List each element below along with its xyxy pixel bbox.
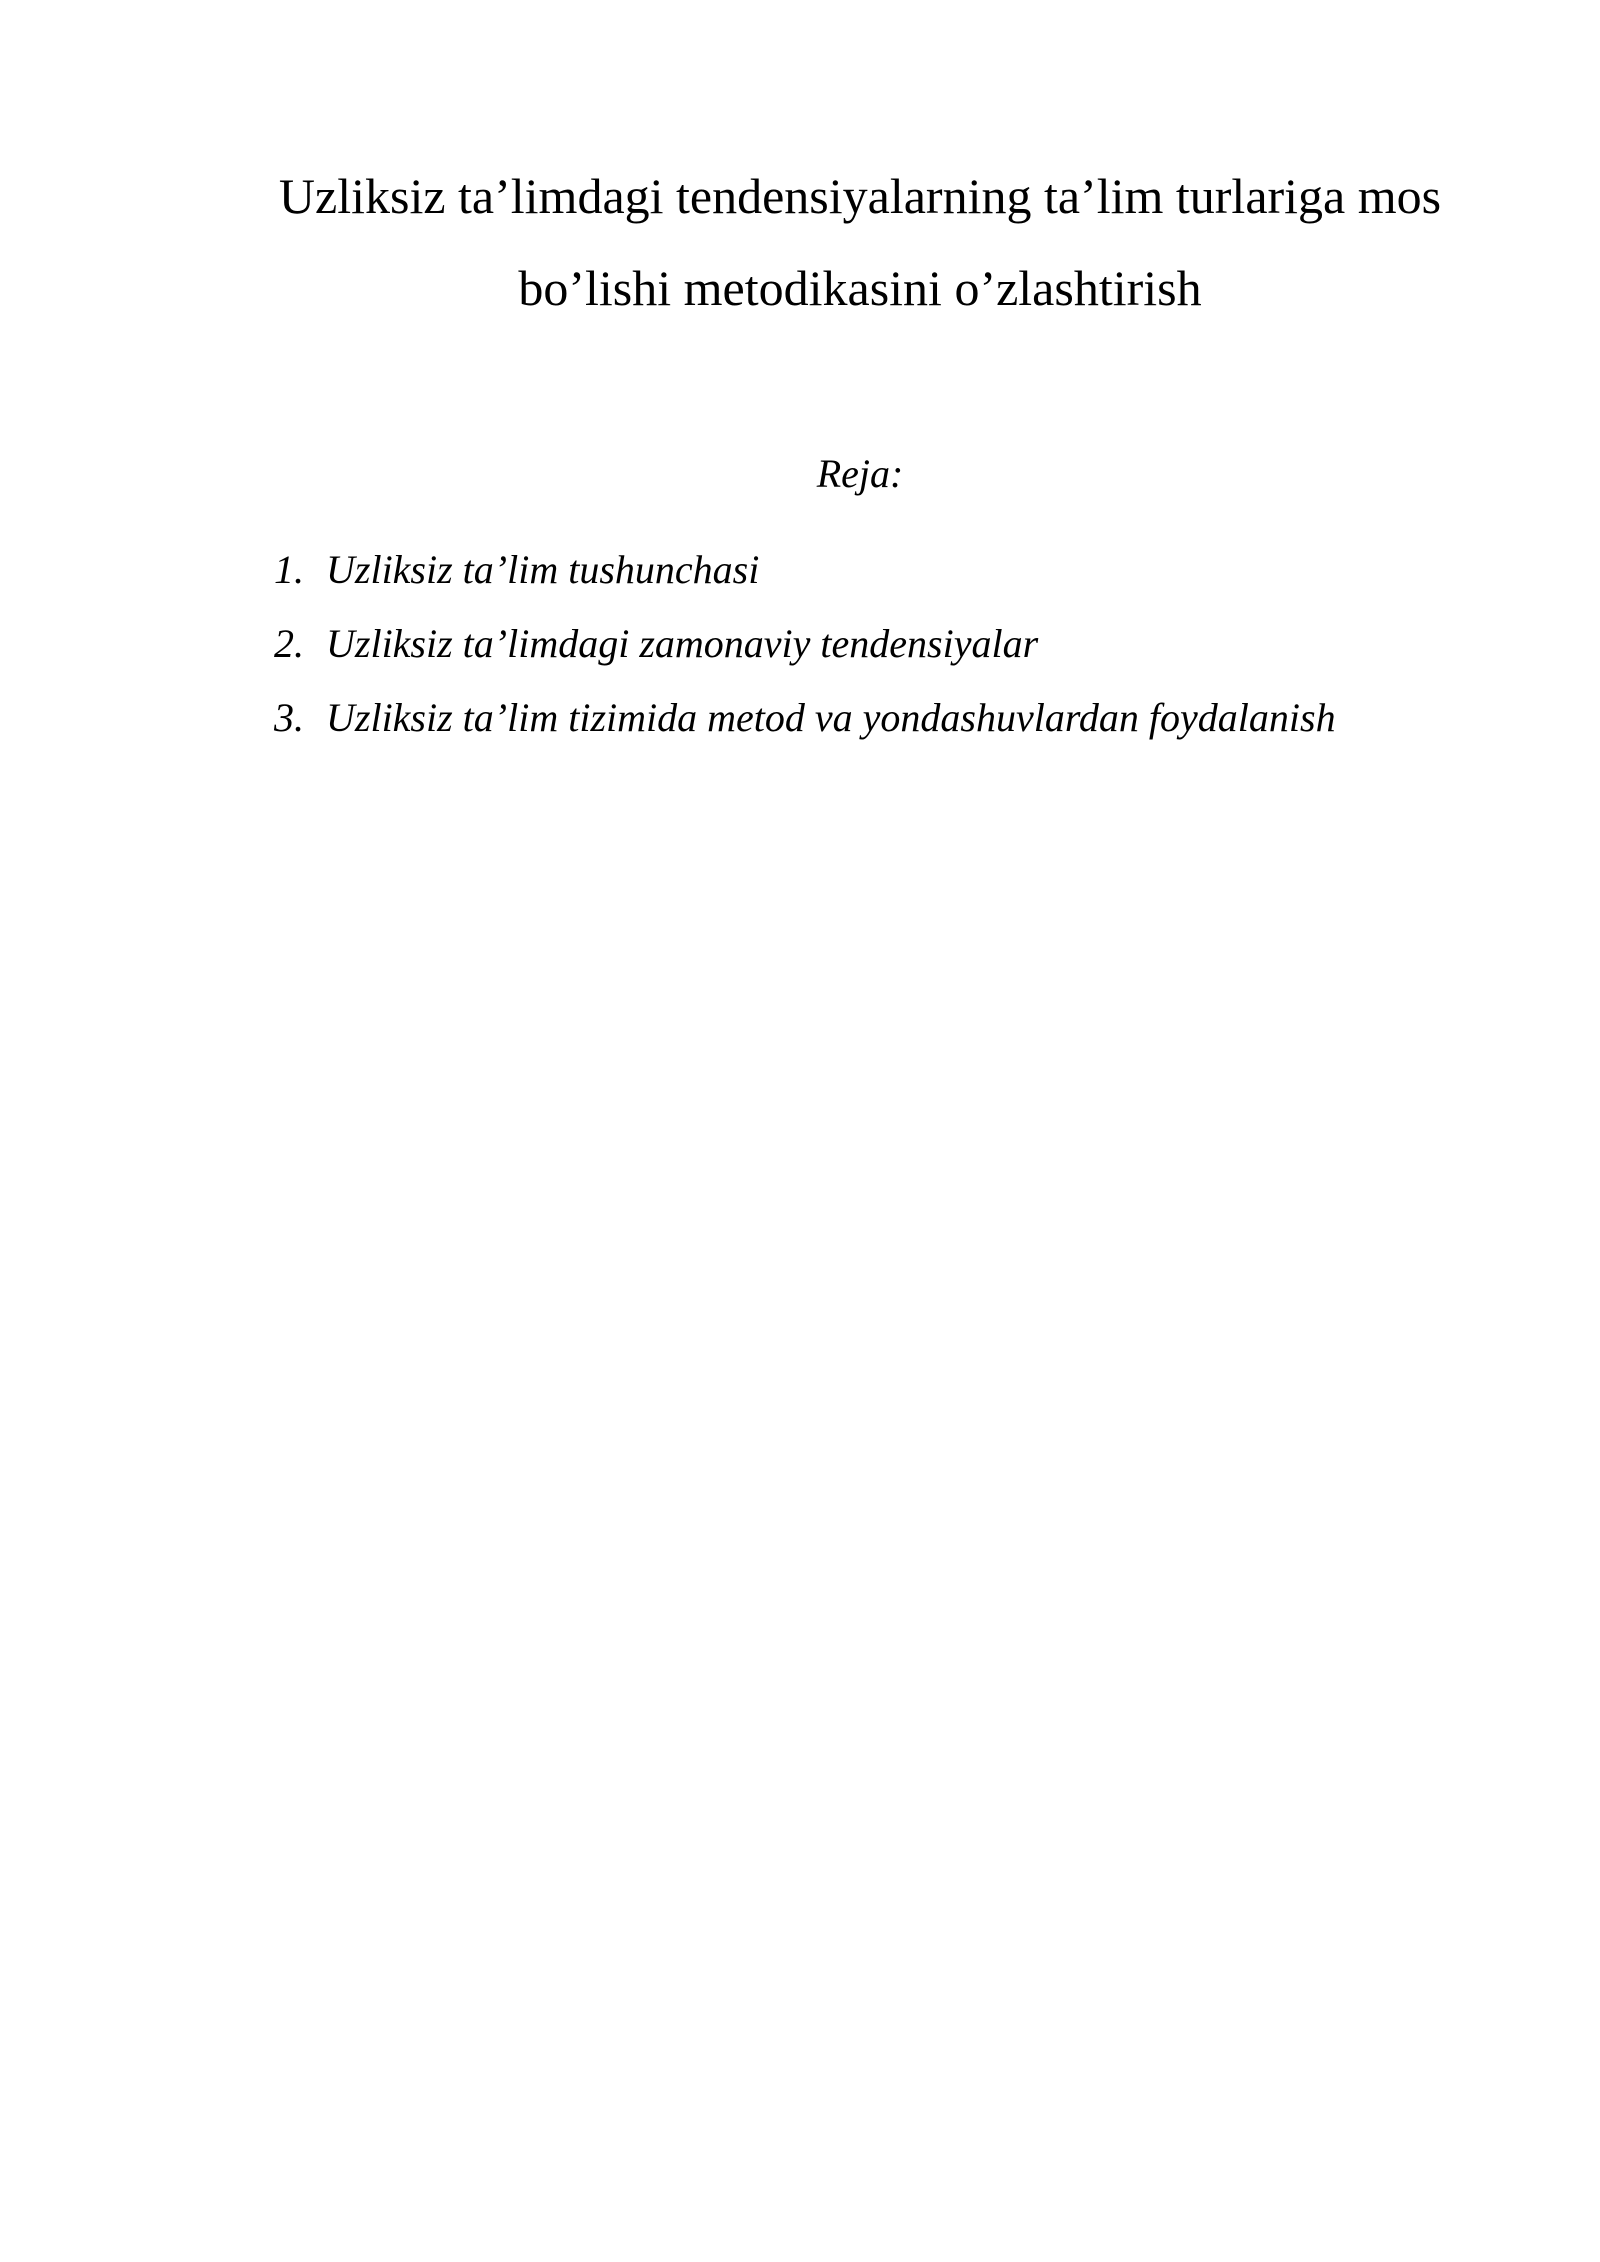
plan-item-number: 1.	[274, 547, 304, 592]
title-line-2: bo’lishi metodikasini o’zlashtirish	[518, 260, 1202, 316]
title-line-1: Uzliksiz ta’limdagi tendensiyalarning ta’lim turlariga mos	[278, 168, 1442, 224]
plan-item-text: Uzliksiz ta’limdagi zamonaviy tendensiyalar	[326, 621, 1039, 666]
plan-item-3	[274, 690, 1336, 746]
plan-heading: Reja:	[816, 451, 904, 496]
plan-item-1	[274, 542, 1336, 598]
document-title	[200, 150, 1520, 334]
plan-list	[274, 542, 1336, 764]
plan-item-2	[274, 616, 1336, 672]
plan-item-text: Uzliksiz ta’lim tushunchasi	[326, 547, 760, 592]
plan-item-number: 2.	[274, 621, 304, 666]
plan-item-text: Uzliksiz ta’lim tizimida metod va yondashuvlardan foydalanish	[326, 695, 1336, 740]
plan-item-number: 3.	[274, 695, 304, 740]
